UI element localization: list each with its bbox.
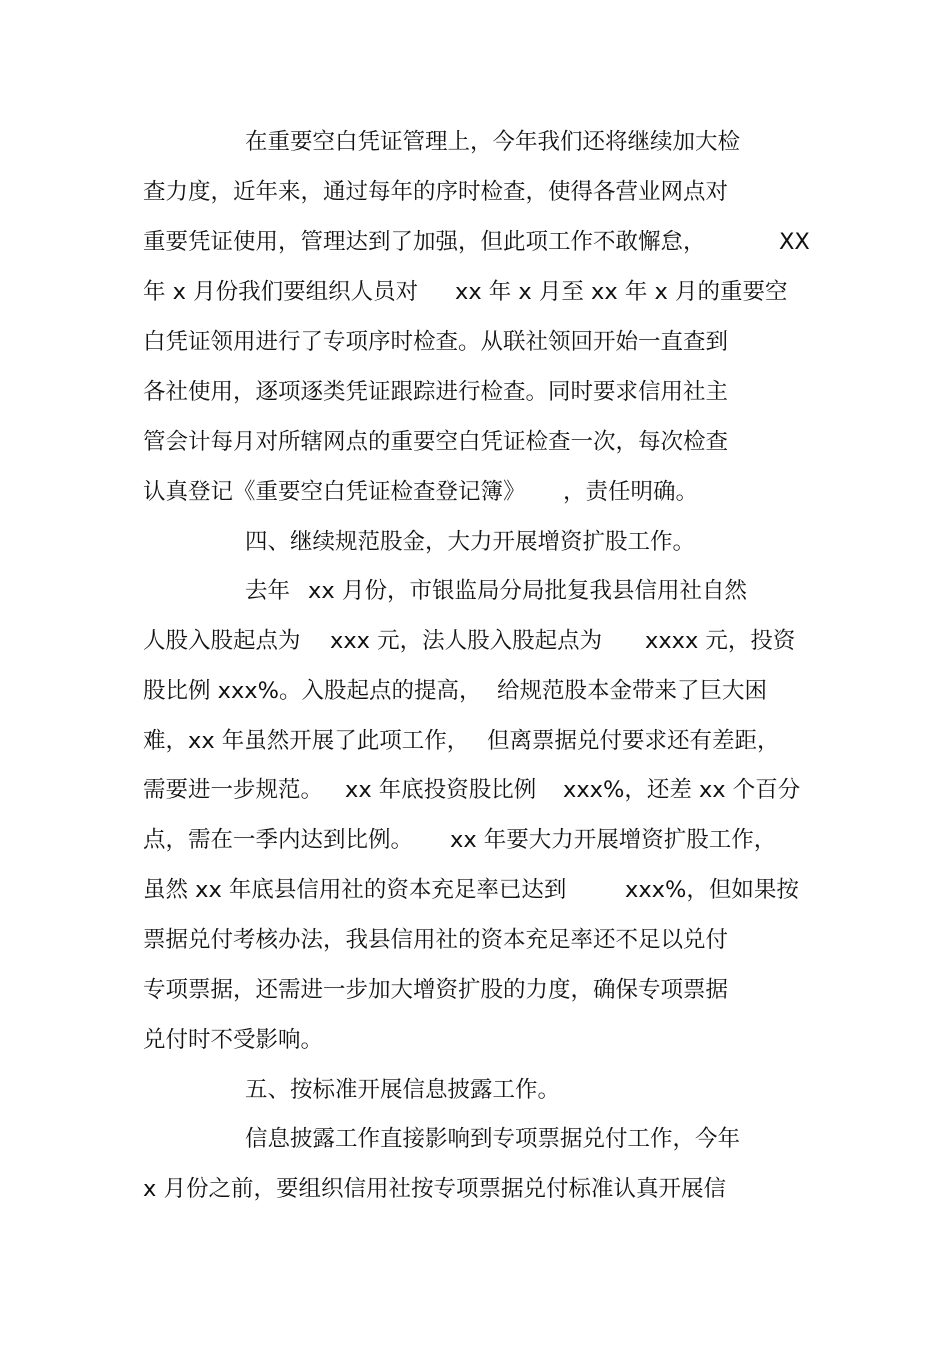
text-line: 点，需在一季内达到比例。 <box>143 827 414 853</box>
text-line: ，责任明确。 <box>563 479 699 505</box>
text-line: xxx 元，法人股入股起点为 <box>330 628 603 654</box>
text-line: 查力度，近年来，通过每年的序时检查，使得各营业网点对 <box>143 179 729 205</box>
text-line: xxxx 元，投资 <box>645 628 796 654</box>
text-line: 但离票据兑付要求还有差距， <box>487 728 780 754</box>
text-line: XX <box>779 229 810 255</box>
text-line: 各社使用，逐项逐类凭证跟踪进行检查。同时要求信用社主 <box>143 379 729 405</box>
text-line: xxx%，还差 xx 个百分 <box>563 777 801 803</box>
section-heading: 四、继续规范股金，大力开展增资扩股工作。 <box>245 529 696 555</box>
text-line: xx 年 x 月至 xx 年 x 月的重要空 <box>455 279 788 305</box>
text-line: 重要凭证使用，管理达到了加强，但此项工作不敢懈怠， <box>143 229 706 255</box>
text-line: 月份，市银监局分局批复我县信用社自然 <box>342 578 748 604</box>
text-line: xx <box>308 578 335 604</box>
text-line: 人股入股起点为 <box>143 628 301 654</box>
text-line: 给规范股本金带来了巨大困 <box>497 678 768 704</box>
text-line: 在重要空白凭证管理上，今年我们还将继续加大检 <box>245 129 741 155</box>
text-line: xx 年底投资股比例 <box>345 777 537 803</box>
text-line: 信息披露工作直接影响到专项票据兑付工作，今年 <box>245 1126 741 1152</box>
text-line: 去年 <box>245 578 291 604</box>
text-line: 管会计每月对所辖网点的重要空白凭证检查一次，每次检查 <box>143 429 729 455</box>
text-line: 年 x 月份我们要组织人员对 <box>143 279 419 305</box>
text-line: 虽然 xx 年底县信用社的资本充足率已达到 <box>143 877 567 903</box>
text-line: xx 年要大力开展增资扩股工作， <box>450 827 777 853</box>
text-line: 专项票据，还需进一步加大增资扩股的力度，确保专项票据 <box>143 977 729 1003</box>
text-line: 白凭证领用进行了专项序时检查。从联社领回开始一直查到 <box>143 329 729 355</box>
text-line: x 月份之前，要组织信用社按专项票据兑付标准认真开展信 <box>143 1176 726 1202</box>
text-line: 票据兑付考核办法，我县信用社的资本充足率还不足以兑付 <box>143 927 729 953</box>
text-line: 兑付时不受影响。 <box>143 1027 324 1053</box>
text-line: xxx%，但如果按 <box>625 877 799 903</box>
text-line: 难，xx 年虽然开展了此项工作， <box>143 728 470 754</box>
section-heading: 五、按标准开展信息披露工作。 <box>245 1077 561 1103</box>
text-line: 股比例 xxx%。入股起点的提高， <box>143 678 482 704</box>
text-line: 需要进一步规范。 <box>143 777 324 803</box>
text-line: 认真登记《重要空白凭证检查登记簿》 <box>143 479 526 505</box>
